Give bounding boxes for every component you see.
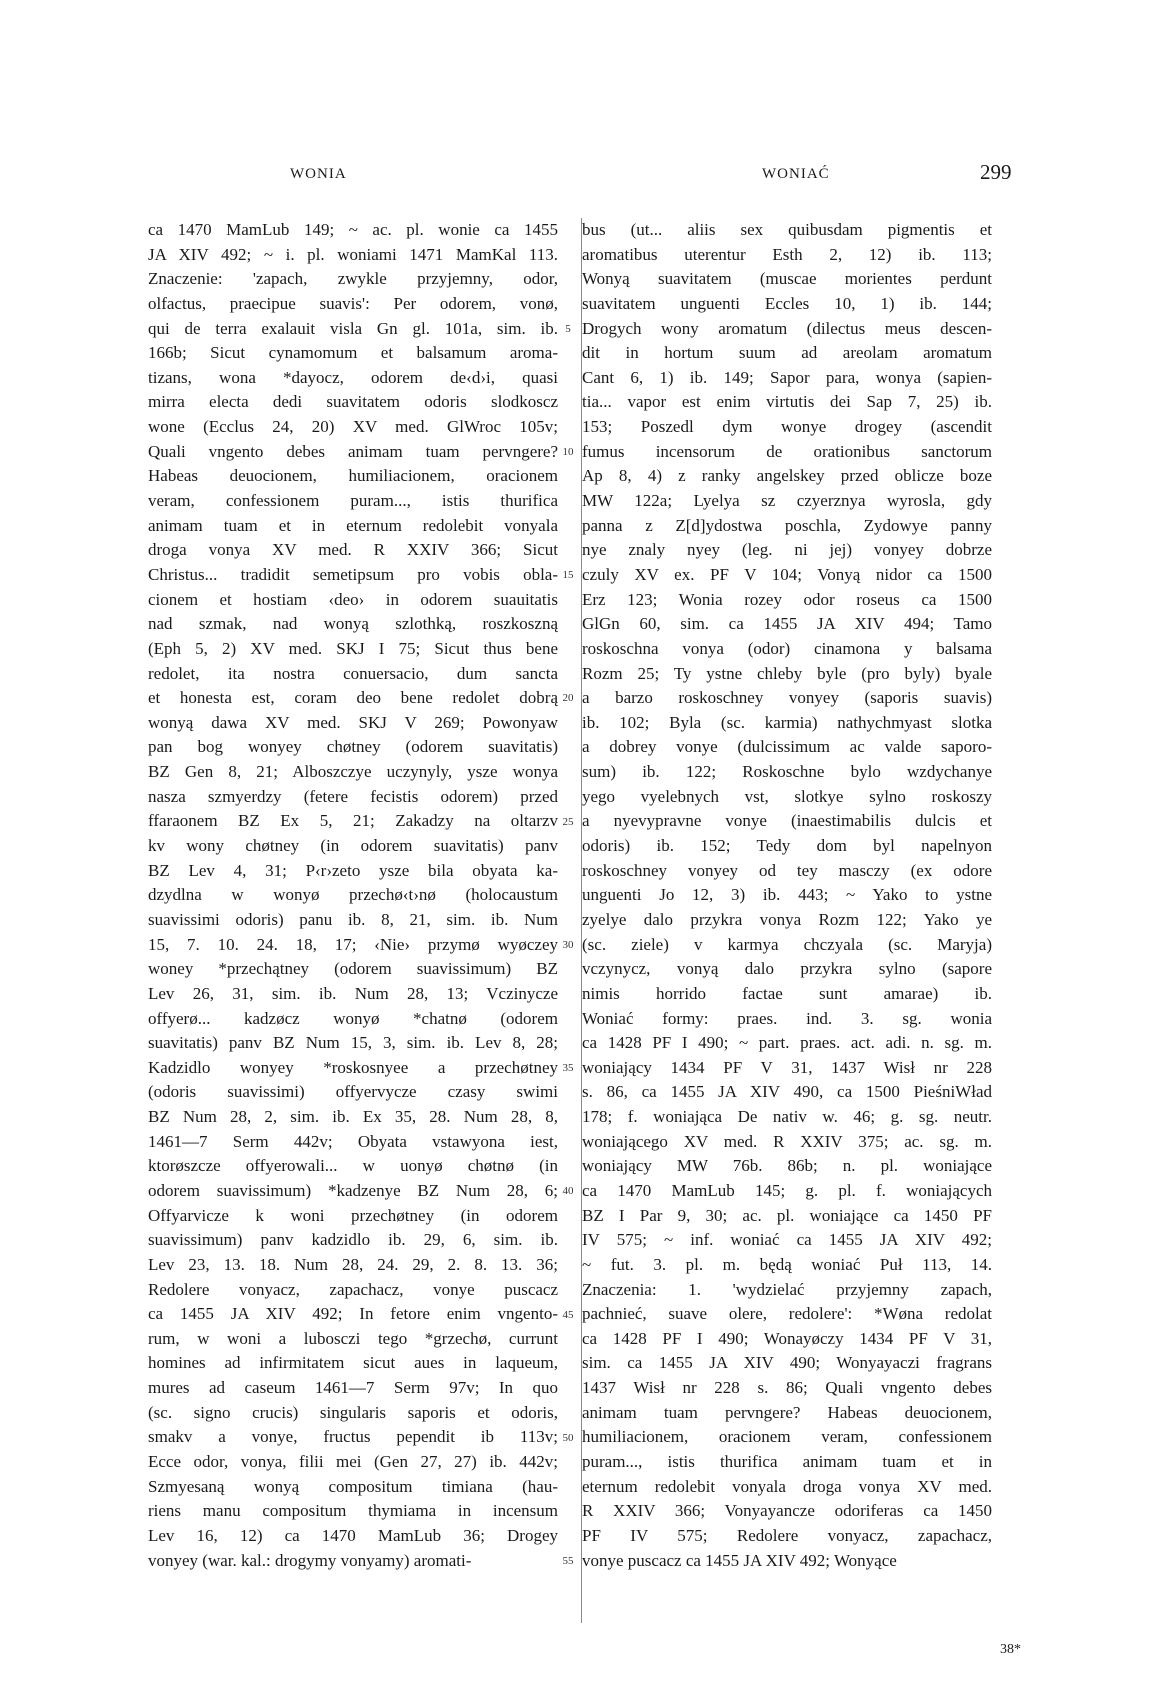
text-line: ~ fut. 3. pl. m. będą woniać Puł 113, 14. [582, 1254, 992, 1274]
text-line: vczynycz, vonyą dalo przykra sylno (sapore [582, 959, 992, 979]
text-line: suavitatis) panv BZ Num 15, 3, sim. ib. Lev 8, 28; [148, 1033, 558, 1053]
text-line: yego vyelebnych vst, slotkye sylno roskoszy [582, 786, 992, 806]
text-line: tizans, wona *dayocz, odorem de‹d›i, quasi [148, 367, 558, 387]
text-line: a dobrey vonye (dulcissimum ac valde saporo- [582, 737, 992, 757]
line-number: 15 [562, 569, 574, 582]
text-line: mures ad caseum 1461—7 Serm 97v; In quo [148, 1378, 558, 1398]
text-line: nye znaly nyey (leg. ni jej) vonyey dobrze [582, 540, 992, 560]
text-line: BZ Num 28, 2, sim. ib. Ex 35, 28. Num 28, 8, [148, 1107, 558, 1127]
text-line: ca 1428 PF I 490; ~ part. praes. act. adi. n. sg. m. [582, 1033, 992, 1053]
text-line: kv wony chøtney (in odorem suavitatis) panv [148, 836, 558, 856]
left-column [148, 218, 558, 1573]
text-line: fumus incensorum de orationibus sanctorum [582, 441, 992, 461]
text-line: BZ I Par 9, 30; ac. pl. woniające ca 1450 PF [582, 1205, 992, 1225]
text-line: zyelye dalo przykra vonya Rozm 122; Yako ye [582, 909, 992, 929]
text-line: Szmyesaną wonyą compositum timiana (hau- [148, 1476, 558, 1496]
text-line: s. 86, ca 1455 JA XIV 490, ca 1500 PieśniWład [582, 1082, 992, 1102]
text-line: odorem suavissimum) *kadzenye BZ Num 28, 6; [148, 1180, 558, 1200]
text-line: a barzo roskoschney vonyey (saporis suavis) [582, 688, 992, 708]
line-number: 40 [562, 1185, 574, 1198]
text-line: bus (ut... aliis sex quibusdam pigmentis et [582, 220, 992, 239]
text-line: wone (Ecclus 24, 20) XV med. GlWroc 105v; [148, 417, 558, 437]
text-line: redolet, ita nostra conuersacio, dum sancta [148, 663, 558, 683]
line-number: 55 [562, 1555, 574, 1568]
text-line: sum) ib. 122; Roskoschne bylo wzdychanye [582, 762, 992, 782]
text-line: droga vonya XV med. R XXIV 366; Sicut [148, 540, 558, 560]
text-line: Znaczenia: 1. 'wydzielać przyjemny zapach, [582, 1279, 992, 1299]
text-line: Drogych wony aromatum (dilectus meus descen- [582, 318, 992, 338]
text-line: ib. 102; Byla (sc. karmia) nathychmyast slotka [582, 712, 992, 732]
text-line: a nyevypravne vonye (inaestimabilis dulcis et [582, 811, 992, 831]
text-line: puram..., istis thurifica animam tuam et in [582, 1452, 992, 1472]
text-line: woniającego XV med. R XXIV 375; ac. sg. m. [582, 1131, 992, 1151]
text-line: suavissimi odoris) panu ib. 8, 21, sim. ib. Num [148, 909, 558, 929]
text-line: Quali vngento debes animam tuam pervngere? [148, 441, 558, 461]
page-number: 299 [980, 160, 1012, 184]
text-line: riens manu compositum thymiama in incensum [148, 1501, 558, 1521]
text-line: rum, w woni a lubosczi tego *grzechø, currunt [148, 1328, 558, 1348]
text-line: dzydlna w wonyø przechø‹t›nø (holocaustum [148, 885, 558, 905]
text-line: ca 1455 JA XIV 492; In fetore enim vngento- [148, 1304, 558, 1324]
text-line: 1437 Wisł nr 228 s. 86; Quali vngento debes [582, 1378, 992, 1398]
text-line: vonye puscacz ca 1455 JA XIV 492; Wonyące [582, 1550, 897, 1570]
text-line: Lev 23, 13. 18. Num 28, 24. 29, 2. 8. 13. 36; [148, 1254, 558, 1274]
text-line: ffaraonem BZ Ex 5, 21; Zakadzy na oltarzv [148, 811, 558, 831]
text-line: Ap 8, 4) z ranky angelskey przed oblicze boze [582, 466, 992, 486]
text-line: woney *przechątney (odorem suavissimum) BZ [148, 959, 558, 979]
text-line: suavitatem unguenti Eccles 10, 1) ib. 144; [582, 293, 992, 313]
text-line: ca 1470 MamLub 145; g. pl. f. woniających [582, 1180, 992, 1200]
line-number: 45 [562, 1308, 574, 1321]
text-line: nasza szmyerdzy (fetere fecistis odorem) przed [148, 786, 558, 806]
text-line: smakv a vonye, fructus pependit ib 113v; [148, 1427, 558, 1447]
text-line: Ecce odor, vonya, filii mei (Gen 27, 27) ib. 442v; [148, 1452, 558, 1472]
text-line: nad szmak, nad wonyą szlothką, roszkoszną [148, 614, 558, 634]
text-line: Znaczenie: 'zapach, zwykle przyjemny, odor, [148, 269, 558, 289]
line-number: 20 [562, 692, 574, 705]
text-line: (sc. signo crucis) singularis saporis et odoris, [148, 1402, 558, 1422]
text-line: Lev 26, 31, sim. ib. Num 28, 13; Vczinycze [148, 983, 558, 1003]
text-line: Offyarvicze k woni przechøtney (in odorem [148, 1205, 558, 1225]
text-line: (odoris suavissimi) offyervycze czasy swimi [148, 1082, 558, 1102]
text-line: homines ad infirmitatem sicut aues in laqueum, [148, 1353, 558, 1373]
text-line: 178; f. woniająca De nativ w. 46; g. sg. neutr. [582, 1107, 992, 1127]
text-line: cionem et hostiam ‹deo› in odorem suauitatis [148, 589, 558, 609]
text-line: eternum redolebit vonyala droga vonya XV med. [582, 1476, 992, 1496]
text-line: 1461—7 Serm 442v; Obyata vstawyona iest, [148, 1131, 558, 1151]
text-line: Christus... tradidit semetipsum pro vobis obla- [148, 564, 558, 584]
text-line: ktorøszcze offyerowali... w uonyø chøtnø (in [148, 1156, 558, 1176]
text-line: et honesta est, coram deo bene redolet dobrą [148, 688, 558, 708]
text-line: PF IV 575; Redolere vonyacz, zapachacz, [582, 1525, 992, 1545]
text-line: R XXIV 366; Vonyayancze odoriferas ca 1450 [582, 1501, 992, 1521]
text-line: Redolere vonyacz, zapachacz, vonye puscacz [148, 1279, 558, 1299]
text-line: Habeas deuocionem, humiliacionem, oracionem [148, 466, 558, 486]
text-line: Cant 6, 1) ib. 149; Sapor para, wonya (sapien- [582, 367, 992, 387]
text-line: MW 122a; Lyelya sz czyerznya wyrosla, gdy [582, 491, 992, 511]
text-line: Woniać formy: praes. ind. 3. sg. wonia [582, 1008, 992, 1028]
text-line: odoris) ib. 152; Tedy dom byl napelnyon [582, 836, 992, 856]
text-line: woniający MW 76b. 86b; n. pl. woniające [582, 1156, 992, 1176]
text-line: Lev 16, 12) ca 1470 MamLub 36; Drogey [148, 1525, 558, 1545]
text-line: vonyey (war. kal.: drogymy vonyamy) aromati- [148, 1550, 472, 1570]
text-line: 15, 7. 10. 24. 18, 17; ‹Nie› przymø wyøczey [148, 934, 558, 954]
text-line: olfactus, praecipue suavis': Per odorem, vonø, [148, 293, 558, 313]
text-line: Kadzidlo wonyey *roskosnyee a przechøtney [148, 1057, 558, 1077]
signature-mark: 38* [1000, 1642, 1021, 1657]
text-line: tia... vapor est enim virtutis dei Sap 7, 25) ib. [582, 392, 992, 412]
text-line: roskoschney vonyey od tey masczy (ex odore [582, 860, 992, 880]
text-line: GlGn 60, sim. ca 1455 JA XIV 494; Tamo [582, 614, 992, 634]
text-line: Erz 123; Wonia rozey odor roseus ca 1500 [582, 589, 992, 609]
text-line: 166b; Sicut cynamomum et balsamum aroma- [148, 343, 558, 363]
line-number: 30 [562, 938, 574, 951]
text-line: panna z Z[d]ydostwa poschla, Zydowye panny [582, 515, 992, 535]
text-line: ca 1470 MamLub 149; ~ ac. pl. wonie ca 1455 [148, 220, 558, 239]
text-line: JA XIV 492; ~ i. pl. woniami 1471 MamKal 113. [148, 244, 558, 264]
text-line: sim. ca 1455 JA XIV 490; Wonyayaczi fragrans [582, 1353, 992, 1373]
text-line: roskoschna vonya (odor) cinamona y balsama [582, 638, 992, 658]
text-line: offyerø... kadzøcz wonyø *chatnø (odorem [148, 1008, 558, 1028]
text-line: humiliacionem, oracionem veram, confessionem [582, 1427, 992, 1447]
line-number: 10 [562, 445, 574, 458]
right-column [582, 218, 992, 1573]
text-line: animam tuam pervngere? Habeas deuocionem, [582, 1402, 992, 1422]
text-line: qui de terra exalauit visla Gn gl. 101a, sim. ib. [148, 318, 558, 338]
text-line: woniający 1434 PF V 31, 1437 Wisł nr 228 [582, 1057, 992, 1077]
text-line: (Eph 5, 2) XV med. SKJ I 75; Sicut thus bene [148, 638, 558, 658]
text-line: 153; Poszedl dym wonye drogey (ascendit [582, 417, 992, 437]
text-line: wonyą dawa XV med. SKJ V 269; Powonyaw [148, 712, 558, 732]
text-line: IV 575; ~ inf. woniać ca 1455 JA XIV 492; [582, 1230, 992, 1250]
text-line: pan bog wonyey chøtney (odorem suavitatis) [148, 737, 558, 757]
text-line: suavissimum) panv kadzidlo ib. 29, 6, sim. ib. [148, 1230, 558, 1250]
text-line: BZ Lev 4, 31; P‹r›zeto ysze bila obyata ka- [148, 860, 558, 880]
text-line: veram, confessionem puram..., istis thurifica [148, 491, 558, 511]
text-line: Rozm 25; Ty ystne chleby byle (pro byly) byale [582, 663, 992, 683]
line-number: 50 [562, 1431, 574, 1444]
running-head-left: WONIA [290, 166, 347, 182]
text-line: unguenti Jo 12, 3) ib. 443; ~ Yako to ystne [582, 885, 992, 905]
text-line: BZ Gen 8, 21; Alboszczye uczynyly, ysze wonya [148, 762, 558, 782]
text-line: czuly XV ex. PF V 104; Vonyą nidor ca 1500 [582, 564, 992, 584]
text-line: nimis horrido factae sunt amarae) ib. [582, 983, 992, 1003]
line-number: 35 [562, 1062, 574, 1075]
line-number: 5 [565, 322, 571, 335]
text-line: mirra electa dedi suavitatem odoris slodkoscz [148, 392, 558, 412]
text-line: ca 1428 PF I 490; Wonayøczy 1434 PF V 31, [582, 1328, 992, 1348]
text-line: animam tuam et in eternum redolebit vonyala [148, 515, 558, 535]
line-number: 25 [562, 815, 574, 828]
text-line: dit in hortum suum ad areolam aromatum [582, 343, 992, 363]
text-line: aromatibus uterentur Esth 2, 12) ib. 113; [582, 244, 992, 264]
text-line: Wonyą suavitatem (muscae morientes perdunt [582, 269, 992, 289]
text-line: pachnieć, suave olere, redolere': *Wøna redolat [582, 1304, 992, 1324]
running-head-right: WONIAĆ [762, 166, 830, 182]
text-line: (sc. ziele) v karmya chczyala (sc. Maryja) [582, 934, 992, 954]
